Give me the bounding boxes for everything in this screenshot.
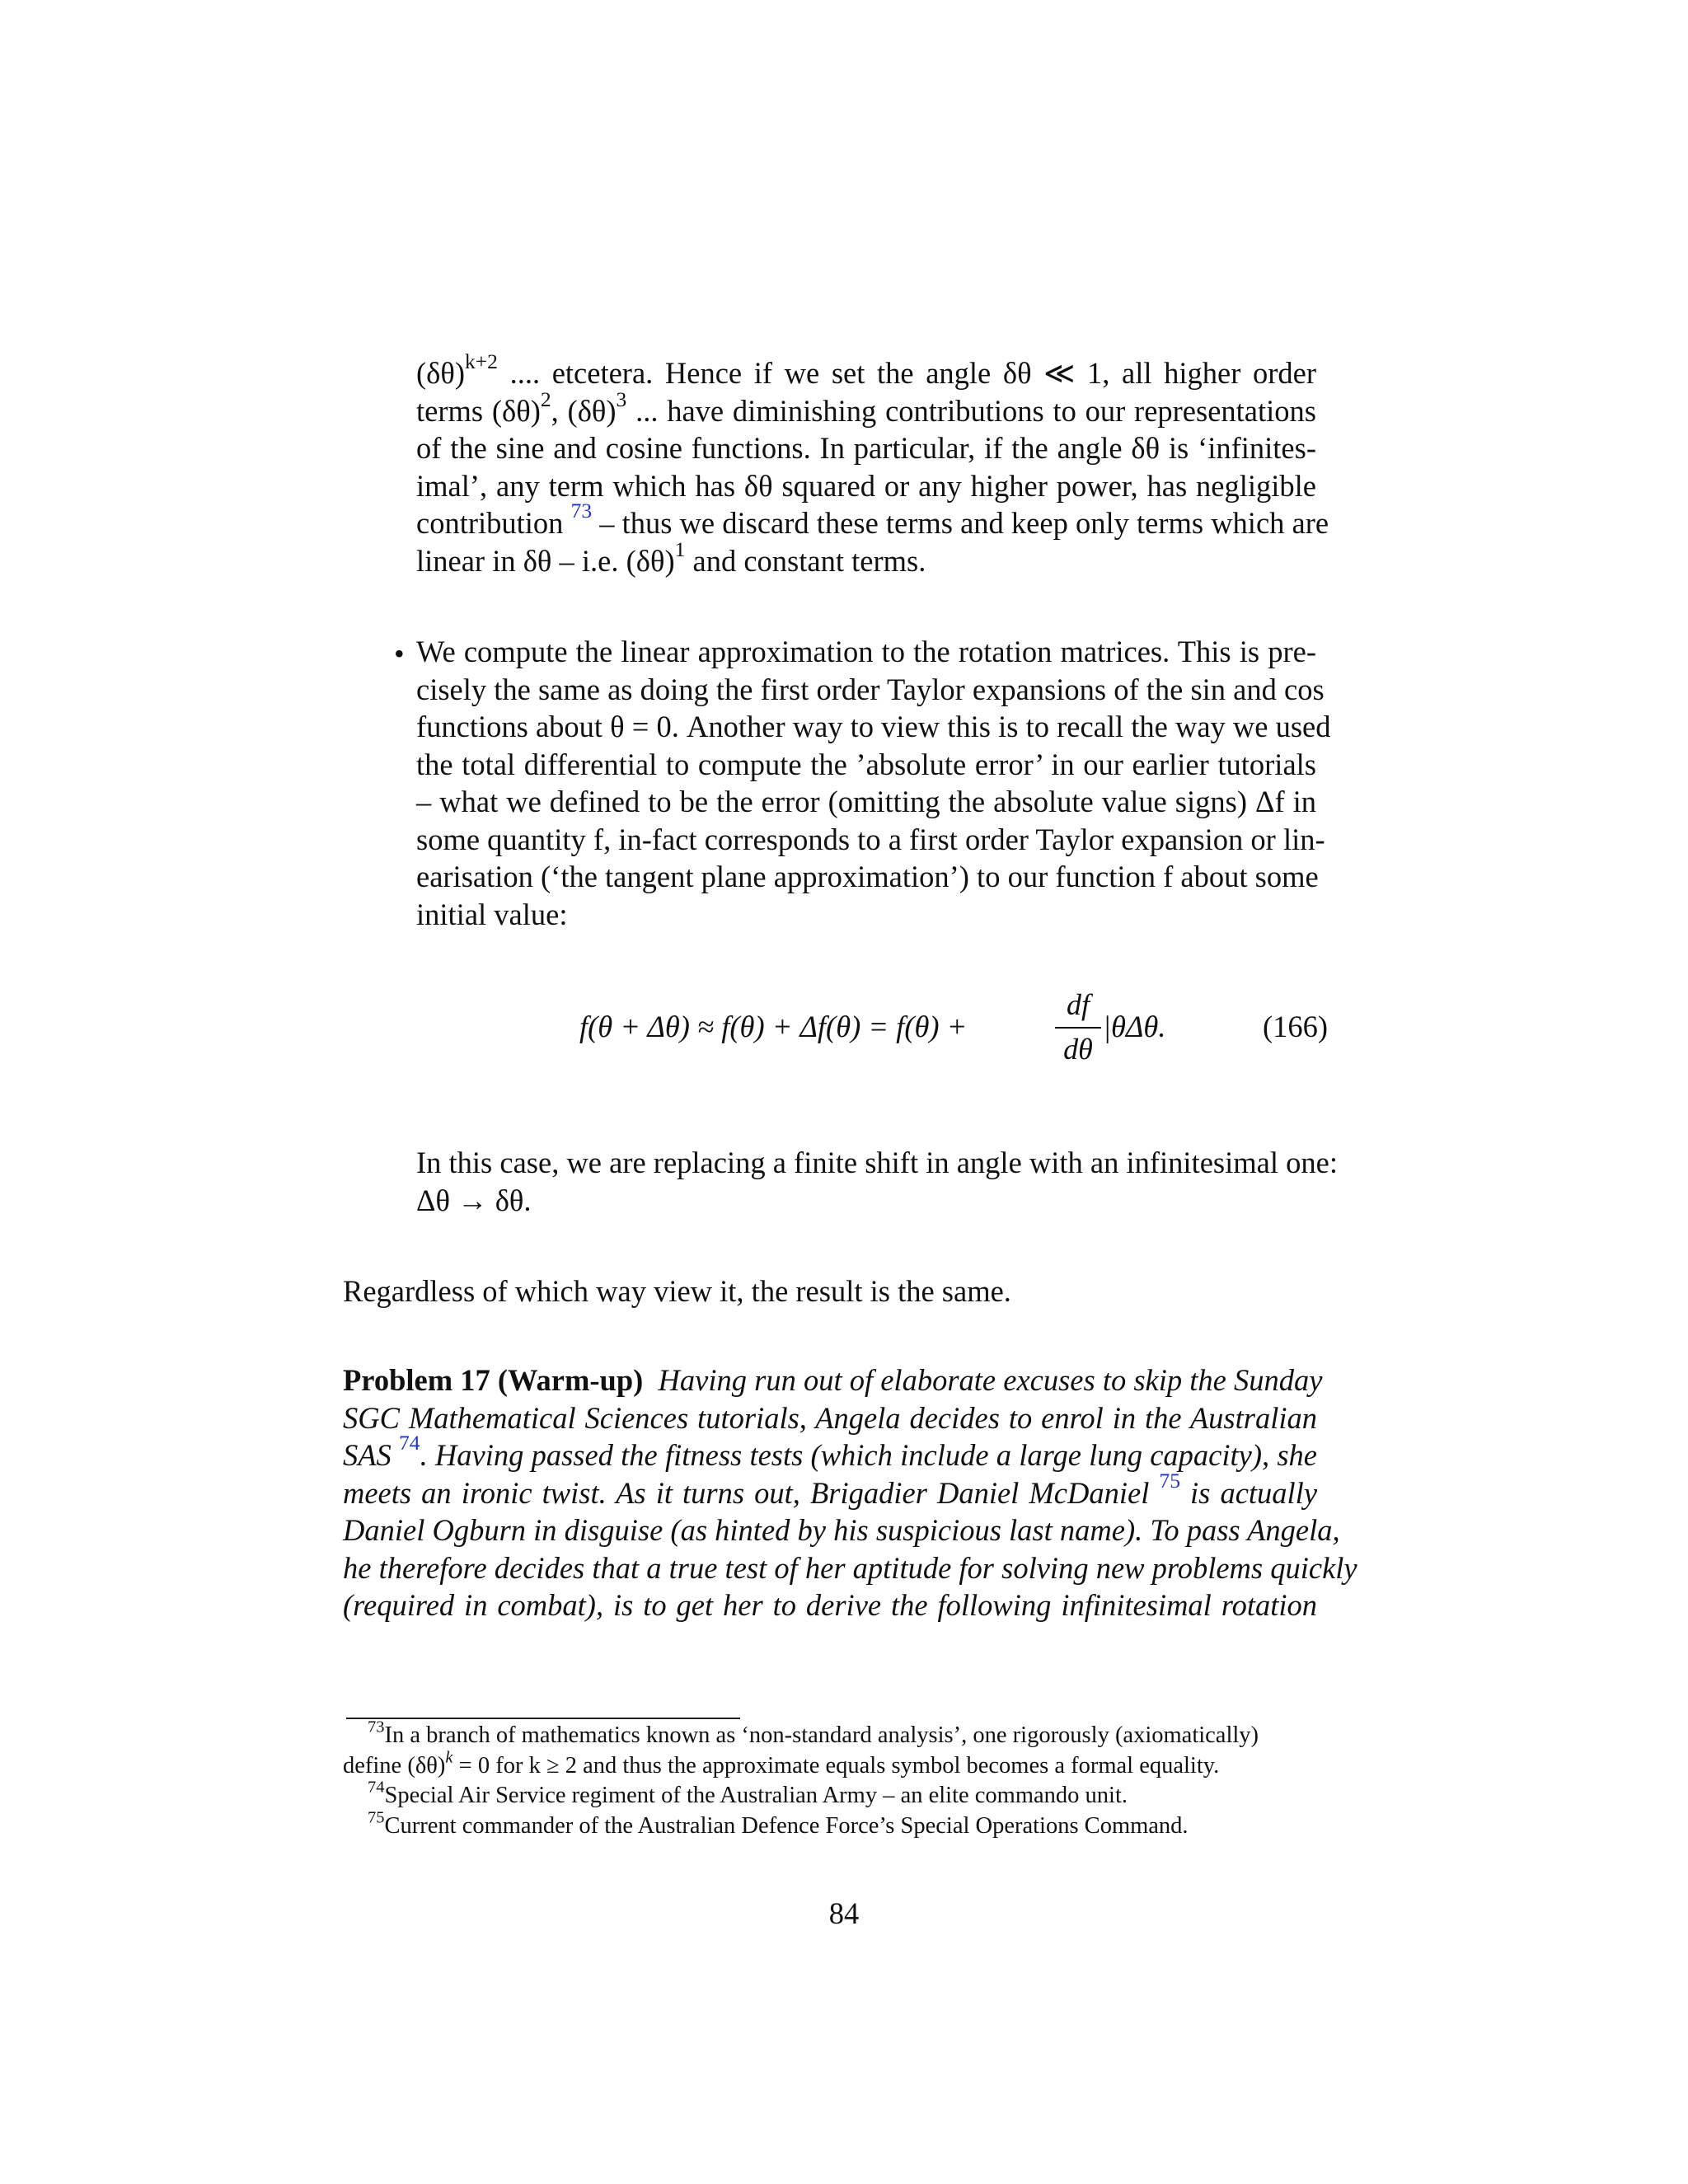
text-line: imal’, any term which has δθ squared or any higher power, has negligible bbox=[416, 468, 1316, 503]
footnote-ref-75[interactable]: 75 bbox=[1159, 1468, 1180, 1493]
problem-label: Problem 17 (Warm-up) bbox=[343, 1363, 644, 1397]
footnote-75 bbox=[343, 1808, 1317, 1842]
equation-tail: |θΔθ. bbox=[1103, 1010, 1166, 1043]
text-fragment: SGC Mathematical Sciences tutorials, Angela decides to enrol in the Australian bbox=[343, 1400, 1317, 1435]
footnote-number: 75 bbox=[368, 1808, 385, 1827]
text-line bbox=[416, 387, 1316, 430]
text-line bbox=[416, 349, 1316, 392]
text-line bbox=[343, 1549, 1357, 1587]
text-line: of the sine and cosine functions. In particular, if the angle δθ is ‘infinites- bbox=[416, 431, 1316, 465]
footnote-73-continued bbox=[343, 1748, 1317, 1782]
text-fragment: is actually bbox=[1179, 1475, 1318, 1510]
text-fragment: In a branch of mathematics known as ‘non-standard analysis’, one rigorously (axiomatically) bbox=[384, 1722, 1259, 1748]
text-line: cisely the same as doing the first order Taylor expansions of the sin and cos bbox=[416, 672, 1325, 706]
text-fragment: = 0 for k ≥ 2 and thus the approximate equals symbol becomes a formal equality. bbox=[452, 1752, 1220, 1779]
text-fragment: SAS bbox=[343, 1438, 392, 1472]
text-fragment: and constant terms. bbox=[685, 543, 926, 578]
superscript: 3 bbox=[616, 387, 627, 411]
page-number: 84 bbox=[828, 1896, 860, 1930]
problem-17 bbox=[343, 1361, 1357, 1624]
footnote-ref-74[interactable]: 74 bbox=[399, 1430, 420, 1455]
text-fragment: .... etcetera. Hence if we set the angle δθ ≪ 1, all higher order bbox=[497, 356, 1316, 390]
text-fragment: . Having passed the fitness tests (which include a large lung capacity), she bbox=[420, 1438, 1318, 1472]
fraction-numerator: df bbox=[1066, 988, 1090, 1021]
equation-lhs: f(θ + Δθ) ≈ f(θ) + Δf(θ) = f(θ) + bbox=[579, 1010, 968, 1043]
text-line: some quantity f, in-fact corresponds to a first order Taylor expansion or lin- bbox=[416, 822, 1325, 856]
text-line bbox=[343, 1361, 1323, 1399]
text-line bbox=[343, 1586, 1317, 1624]
text-line bbox=[343, 1511, 1340, 1549]
footnote-ref-73[interactable]: 73 bbox=[570, 498, 593, 523]
text-fragment: (δθ) bbox=[416, 356, 465, 390]
text-line: functions about θ = 0. Another way to view this is to recall the way we used bbox=[416, 710, 1331, 743]
text-line: initial value: bbox=[416, 897, 568, 931]
text-line: We compute the linear approximation to the rotation matrices. This is pre- bbox=[416, 635, 1316, 668]
footnote-number: 74 bbox=[368, 1778, 385, 1797]
footnote-74 bbox=[343, 1778, 1317, 1811]
bullet-paragraph bbox=[416, 633, 1331, 933]
superscript: 2 bbox=[540, 387, 551, 411]
paragraph-result bbox=[343, 1272, 1317, 1310]
paragraph-continuation bbox=[416, 349, 1329, 579]
fraction-bar bbox=[1055, 1027, 1101, 1029]
text-line: – what we defined to be the error (omitting the absolute value signs) Δf in bbox=[416, 785, 1316, 818]
footnotes bbox=[343, 1718, 1317, 1841]
text-fragment: he therefore decides that a true test of her aptitude for solving new problems quickly bbox=[343, 1550, 1357, 1585]
text-fragment: linear in δθ – i.e. (δθ) bbox=[416, 543, 675, 578]
text-line: Regardless of which way view it, the result is the same. bbox=[343, 1274, 1011, 1308]
text-fragment: – thus we discard these terms and keep only terms which are bbox=[592, 506, 1329, 540]
text-line: In this case, we are replacing a finite shift in angle with an infinitesimal one: bbox=[416, 1146, 1338, 1179]
text-line: the total differential to compute the ’absolute error’ in our earlier tutorials bbox=[416, 747, 1316, 781]
text-fragment: Daniel Ogburn in disguise (as hinted by his suspicious last name). To pass Angela, bbox=[343, 1513, 1340, 1547]
text-fragment: Special Air Service regiment of the Australian Army – an elite commando unit. bbox=[384, 1783, 1128, 1808]
text-fragment: Current commander of the Australian Defence Force’s Special Operations Command. bbox=[384, 1812, 1189, 1839]
bullet-marker: • bbox=[394, 637, 405, 670]
text-line bbox=[416, 537, 1316, 580]
text-fragment: meets an ironic twist. As it turns out, Brigadier Daniel McDaniel bbox=[343, 1475, 1150, 1510]
superscript: k+2 bbox=[465, 349, 498, 374]
footnote-rule bbox=[346, 1718, 740, 1719]
text-fragment: contribution bbox=[416, 506, 564, 540]
paragraph-infinitesimal-shift bbox=[416, 1144, 1338, 1219]
equation-number: (166) bbox=[1263, 1010, 1329, 1043]
text-fragment: Having run out of elaborate excuses to skip the Sunday bbox=[658, 1363, 1323, 1397]
text-line bbox=[343, 1399, 1317, 1437]
fraction-denominator: dθ bbox=[1063, 1033, 1093, 1066]
superscript: 1 bbox=[674, 537, 686, 561]
superscript: k bbox=[445, 1748, 453, 1767]
text-line bbox=[416, 498, 1329, 542]
footnote-number: 73 bbox=[368, 1718, 385, 1736]
text-fragment: define (δθ) bbox=[343, 1752, 446, 1779]
text-fragment: , (δθ) bbox=[551, 393, 617, 428]
footnote-73 bbox=[343, 1718, 1317, 1751]
text-fragment: (required in combat), is to get her to derive the following infinitesimal rotation bbox=[343, 1588, 1317, 1622]
text-line: Δθ → δθ. bbox=[416, 1183, 532, 1217]
text-line: earisation (‘the tangent plane approximation’) to our function f about some bbox=[416, 860, 1319, 893]
text-fragment: ... have diminishing contributions to our representations bbox=[626, 393, 1316, 428]
text-line bbox=[343, 1468, 1318, 1512]
text-fragment: terms (δθ) bbox=[416, 393, 541, 428]
